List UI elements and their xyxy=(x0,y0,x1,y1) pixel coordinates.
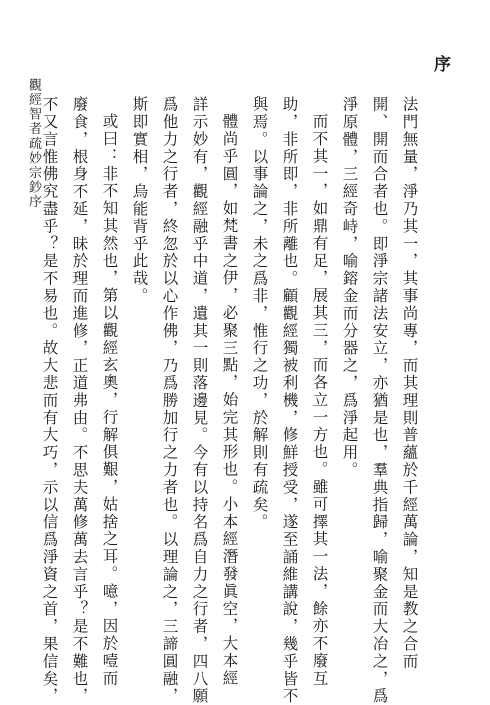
running-head: 觀經智者疏妙宗鈔序 xyxy=(26,78,41,210)
text-column-10: 斯即實相，烏能背乎此哉。 xyxy=(130,96,149,305)
preface-heading: 序 xyxy=(430,55,450,74)
text-column-4: 而不其一，如鼎有足，展其三，而各立一方也。雖可擇其一法，餘亦不廢互 xyxy=(310,113,329,688)
text-column-2: 開、開而合者也。即淨宗諸法安立，亦猶是也，羣典指歸，喻聚金而大冶之，爲 xyxy=(370,96,389,705)
text-column-1: 法門無量，淨乃其一，其事尚專，而其理則普蘊於千經萬論，知是教之合而 xyxy=(400,96,419,671)
text-column-5: 助，非所即，非所離也。顧觀經獨被利機，修鮮授受，遂至誦維講說，幾乎皆不 xyxy=(280,96,299,705)
text-column-13: 不又言惟佛究盡乎？是不易也。故大悲而有大巧，示以信爲淨資之首，果信矣， xyxy=(40,96,59,705)
text-column-12: 廢食，根身不延，昧於理而進修，正道弗由。不思夫萬修萬去言乎？是不難也， xyxy=(70,96,89,705)
text-column-3: 淨原體，三經奇峙，喻鎔金而分器之，爲淨起用。 xyxy=(340,96,359,479)
text-column-8: 詳示妙有，觀經融乎中道，遺其一則落邊見。今有以持名爲自力之行者，四八願 xyxy=(190,96,209,705)
text-column-9: 爲他力之行者，終忽於以心作佛，乃爲勝加行之力者也。以理論之，三諦圓融， xyxy=(160,96,179,705)
text-column-7: 體尚乎圓，如梵書之伊，必聚三點，始完其形也。小本經潛發眞空，大本經 xyxy=(220,113,239,688)
text-column-11: 或曰：非不知其然也，第以觀經玄奧，行解俱艱，姑捨之耳。噫，因於噎而 xyxy=(100,113,119,688)
text-column-6: 與焉。以事論之，未之爲非，惟行之功，於解則有疏矣。 xyxy=(250,96,269,531)
